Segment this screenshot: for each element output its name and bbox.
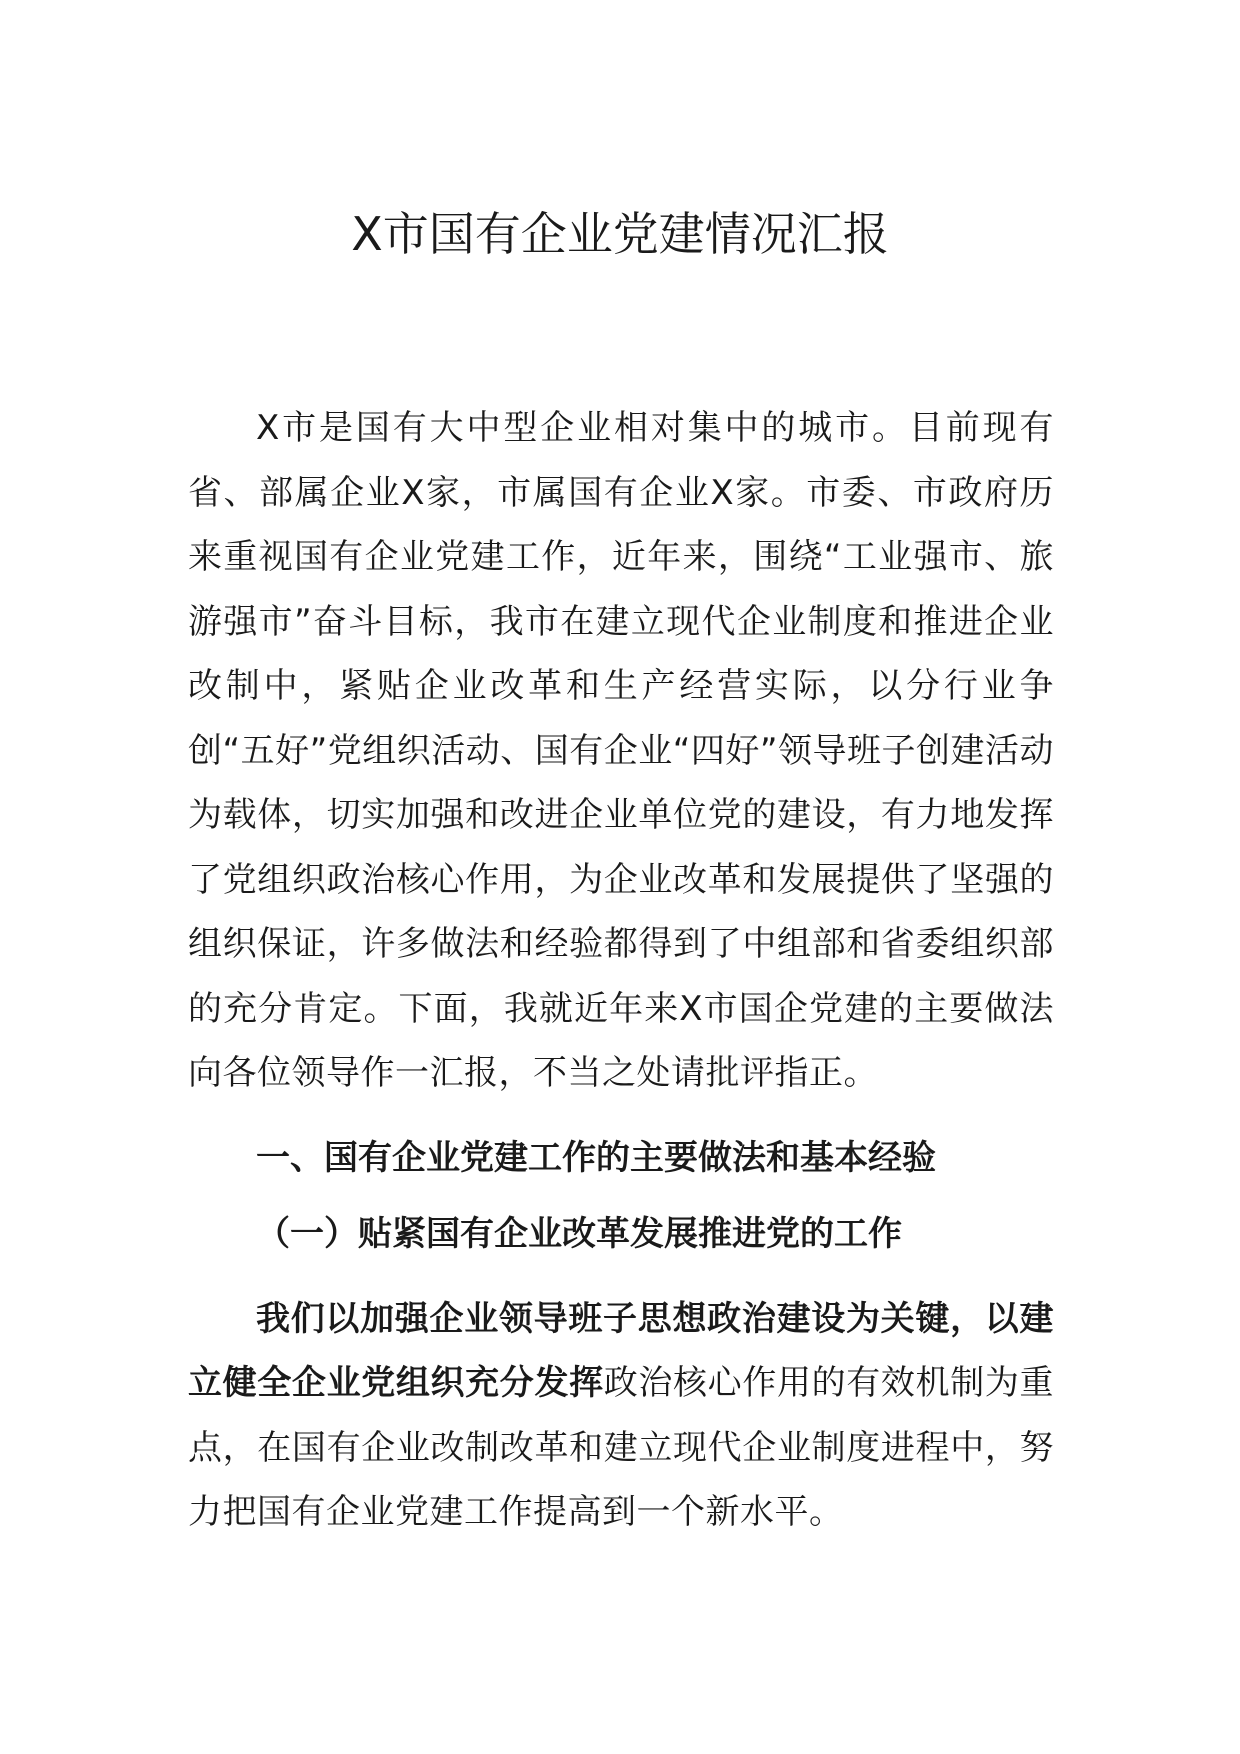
section-heading: 一、国有企业党建工作的主要做法和基本经验 <box>256 1137 936 1178</box>
subsection-heading: （一）贴紧国有企业改革发展推进党的工作 <box>256 1214 902 1254</box>
subsection-paragraph <box>188 1287 1054 1545</box>
document-body <box>188 396 1054 1545</box>
document-title: X市国有企业党建情况汇报 <box>351 207 889 261</box>
subsection-paragraph-bold-lead: 我们以加强企业领导班子思想政治建设为关键，以建立健全企业党组织充分发挥 <box>188 1298 1054 1403</box>
intro-paragraph: X市是国有大中型企业相对集中的城市。目前现有省、部属企业X家，市属国有企业X家。市委、市政府历来重视国有企业党建工作，近年来，围绕“工业强市、旅游强市”奋斗目标，我市在建立现代企业制度和推进企业改制中，紧贴企业改革和生产经营实际，以分行业争创“五好”党组织活动、国有企业“四好”领导班子创建活动为载体，切实加强和改进企业单位党的建设，有力地发挥了党组织政治核心作用，为企业改革和发展提供了坚强的组织保证，许多做法和经验都得到了中组部和省委组织部的充分肯定。下面，我就近年来X市国企党建的主要做法向各位领导作一汇报，不当之处请批评指正。 <box>188 408 1054 1093</box>
subsection-paragraph-rest: 政治核心作用的有效机制为重点，在国有企业改制改革和建立现代企业制度进程中，努力把国有企业党建工作提高到一个新水平。 <box>188 1363 1054 1532</box>
